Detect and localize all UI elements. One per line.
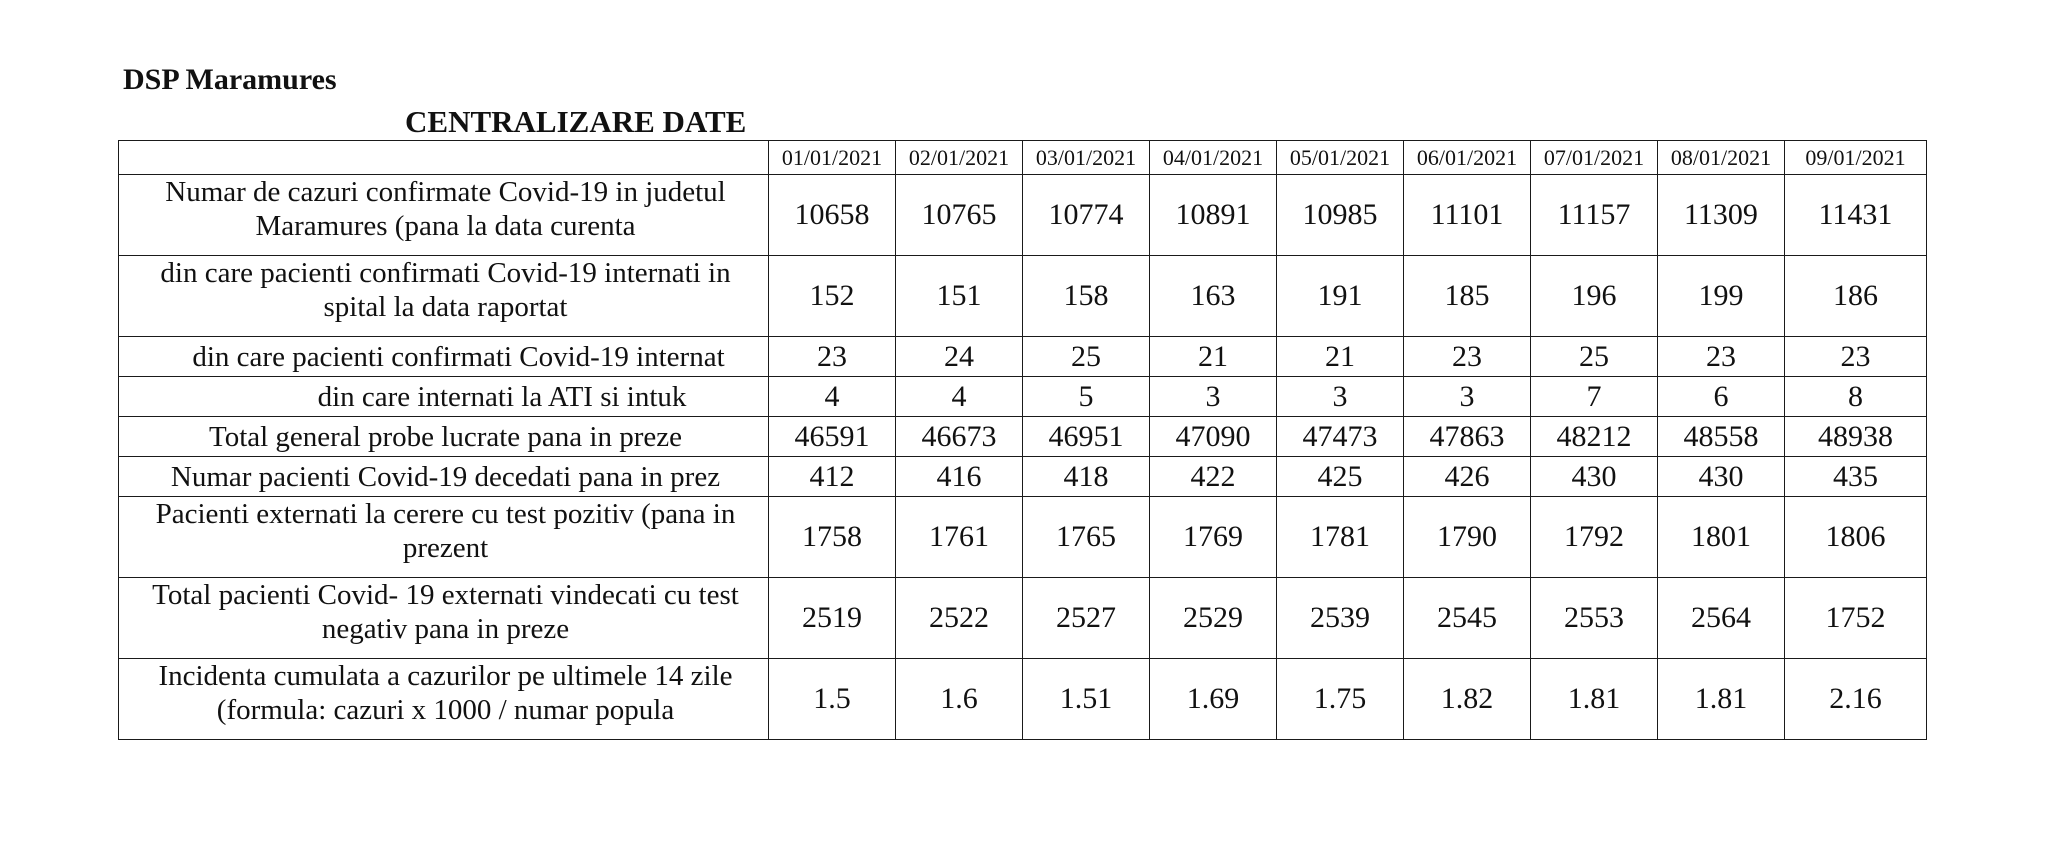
value-cell: 11431 [1785, 175, 1927, 256]
value-cell: 1806 [1785, 497, 1927, 578]
value-cell: 1.82 [1404, 659, 1531, 740]
value-cell: 158 [1023, 256, 1150, 337]
value-cell: 1801 [1658, 497, 1785, 578]
value-cell: 416 [896, 457, 1023, 497]
value-cell: 10658 [769, 175, 896, 256]
value-cell: 3 [1277, 377, 1404, 417]
row-label [119, 337, 769, 377]
row-label-line: (formula: cazuri x 1000 / numar popula [216, 694, 675, 726]
value-cell: 163 [1150, 256, 1277, 337]
value-cell: 435 [1785, 457, 1927, 497]
row-label-line: din care pacienti confirmati Covid-19 internati in [160, 257, 731, 289]
table-row-hospitalized [119, 256, 1927, 337]
row-label-line: Total pacienti Covid- 19 externati vindecati cu test [152, 579, 739, 611]
date-header-cell: 07/01/2021 [1531, 141, 1658, 175]
value-cell: 11157 [1531, 175, 1658, 256]
date-header-cell: 09/01/2021 [1785, 141, 1927, 175]
value-cell: 47863 [1404, 417, 1531, 457]
value-cell: 412 [769, 457, 896, 497]
row-label [119, 497, 769, 578]
value-cell: 196 [1531, 256, 1658, 337]
value-cell: 21 [1277, 337, 1404, 377]
value-cell: 10774 [1023, 175, 1150, 256]
table-row-deceased [119, 457, 1927, 497]
value-cell: 1790 [1404, 497, 1531, 578]
value-cell: 1.81 [1658, 659, 1785, 740]
value-cell: 2.16 [1785, 659, 1927, 740]
row-label-line: prezent [402, 532, 489, 564]
row-label-line: negativ pana in preze [321, 613, 570, 645]
value-cell: 21 [1150, 337, 1277, 377]
value-cell: 1761 [896, 497, 1023, 578]
value-cell: 1758 [769, 497, 896, 578]
row-label [119, 659, 769, 740]
value-cell: 199 [1658, 256, 1785, 337]
value-cell: 1765 [1023, 497, 1150, 578]
value-cell: 23 [1404, 337, 1531, 377]
row-label-line: din care pacienti confirmati Covid-19 internat [192, 340, 725, 373]
value-cell: 2545 [1404, 578, 1531, 659]
date-header-cell: 04/01/2021 [1150, 141, 1277, 175]
value-cell: 430 [1531, 457, 1658, 497]
value-cell: 4 [896, 377, 1023, 417]
table-row-total-tests [119, 417, 1927, 457]
value-cell: 2519 [769, 578, 896, 659]
table-row-icu [119, 377, 1927, 417]
value-cell: 5 [1023, 377, 1150, 417]
value-cell: 10891 [1150, 175, 1277, 256]
value-cell: 152 [769, 256, 896, 337]
value-cell: 48212 [1531, 417, 1658, 457]
value-cell: 10765 [896, 175, 1023, 256]
table-row-recovered [119, 578, 1927, 659]
value-cell: 46951 [1023, 417, 1150, 457]
value-cell: 1.6 [896, 659, 1023, 740]
header-corner-cell [119, 141, 769, 175]
value-cell: 1781 [1277, 497, 1404, 578]
value-cell: 23 [1658, 337, 1785, 377]
value-cell: 11309 [1658, 175, 1785, 256]
row-label-line: Numar de cazuri confirmate Covid-19 in judetul [165, 176, 726, 208]
date-header-cell: 06/01/2021 [1404, 141, 1531, 175]
table-row-discharged-on-request [119, 497, 1927, 578]
date-header-cell: 01/01/2021 [769, 141, 896, 175]
value-cell: 2564 [1658, 578, 1785, 659]
data-table [118, 140, 1927, 740]
value-cell: 47473 [1277, 417, 1404, 457]
row-label-line: Pacienti externati la cerere cu test pozitiv (pana in [155, 498, 736, 530]
value-cell: 46591 [769, 417, 896, 457]
row-label-line: Incidenta cumulata a cazurilor pe ultimele 14 zile [158, 660, 733, 692]
value-cell: 430 [1658, 457, 1785, 497]
value-cell: 48558 [1658, 417, 1785, 457]
value-cell: 2529 [1150, 578, 1277, 659]
value-cell: 8 [1785, 377, 1927, 417]
value-cell: 2539 [1277, 578, 1404, 659]
value-cell: 1769 [1150, 497, 1277, 578]
value-cell: 425 [1277, 457, 1404, 497]
value-cell: 186 [1785, 256, 1927, 337]
row-label [119, 457, 769, 497]
value-cell: 418 [1023, 457, 1150, 497]
value-cell: 1.75 [1277, 659, 1404, 740]
date-header-cell: 05/01/2021 [1277, 141, 1404, 175]
row-label-line: spital la data raportat [323, 291, 568, 323]
value-cell: 2522 [896, 578, 1023, 659]
value-cell: 10985 [1277, 175, 1404, 256]
row-label-line: Maramures (pana la data curenta [255, 210, 636, 242]
row-label [119, 256, 769, 337]
row-label [119, 377, 769, 417]
date-header-row [119, 141, 1927, 175]
value-cell: 1.51 [1023, 659, 1150, 740]
document-title: CENTRALIZARE DATE [405, 104, 747, 139]
value-cell: 3 [1150, 377, 1277, 417]
value-cell: 47090 [1150, 417, 1277, 457]
value-cell: 191 [1277, 256, 1404, 337]
value-cell: 185 [1404, 256, 1531, 337]
value-cell: 1752 [1785, 578, 1927, 659]
table-row-confirmed-cases [119, 175, 1927, 256]
value-cell: 4 [769, 377, 896, 417]
row-label-line: Numar pacienti Covid-19 decedati pana in prez [170, 460, 721, 493]
table-row-hospitalized-subset [119, 337, 1927, 377]
value-cell: 24 [896, 337, 1023, 377]
value-cell: 1.5 [769, 659, 896, 740]
date-header-cell: 08/01/2021 [1658, 141, 1785, 175]
value-cell: 11101 [1404, 175, 1531, 256]
date-header-cell: 03/01/2021 [1023, 141, 1150, 175]
value-cell: 7 [1531, 377, 1658, 417]
value-cell: 3 [1404, 377, 1531, 417]
value-cell: 25 [1023, 337, 1150, 377]
row-label [119, 417, 769, 457]
value-cell: 6 [1658, 377, 1785, 417]
value-cell: 2553 [1531, 578, 1658, 659]
value-cell: 23 [769, 337, 896, 377]
value-cell: 48938 [1785, 417, 1927, 457]
row-label [119, 578, 769, 659]
value-cell: 1.69 [1150, 659, 1277, 740]
value-cell: 1.81 [1531, 659, 1658, 740]
value-cell: 46673 [896, 417, 1023, 457]
value-cell: 23 [1785, 337, 1927, 377]
row-label-line: din care internati la ATI si intuk [317, 380, 687, 413]
value-cell: 422 [1150, 457, 1277, 497]
value-cell: 1792 [1531, 497, 1658, 578]
organization-name: DSP Maramures [123, 63, 337, 96]
table-row-incidence [119, 659, 1927, 740]
value-cell: 151 [896, 256, 1023, 337]
value-cell: 2527 [1023, 578, 1150, 659]
value-cell: 426 [1404, 457, 1531, 497]
date-header-cell: 02/01/2021 [896, 141, 1023, 175]
row-label-line: Total general probe lucrate pana in preze [209, 420, 682, 453]
value-cell: 25 [1531, 337, 1658, 377]
row-label [119, 175, 769, 256]
